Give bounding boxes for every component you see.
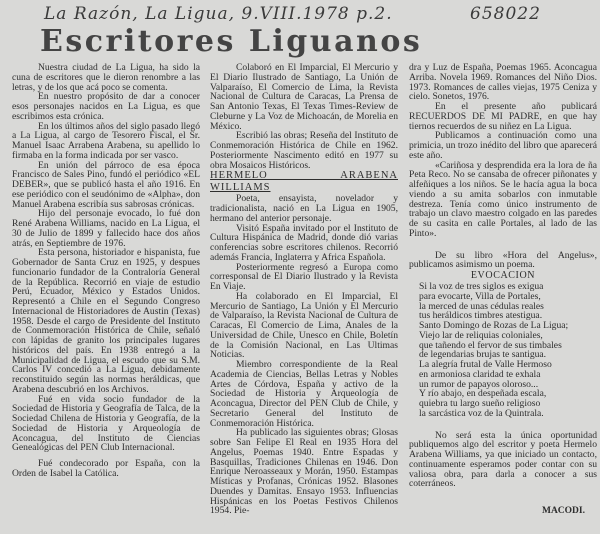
paragraph: Ha publicado las siguientes obras; Glosas sobre San Felipe El Real en 1935 Hora del Angelus, Poemas 1940. Entre Espadas y Basquillas, Tradiciones Chilenas en 1946. Don Enrique Neroasseaux y Morán, 1950. Estampas Místicas y Profanas, Crónicas 1952. Blasones Duendes y Damitas. Ensayo 1953. Influencias Hispánicas en los Poetas Festivos Chilenos 1954. Pie- xyxy=(210,427,398,517)
paragraph: Escribió las obras; Reseña del Instituto de Conmemoración Histórica de Chile en 1962. Posteriormente Nascimento editó en 1977 su obra Mosaicos Históricos. xyxy=(210,130,398,171)
author-signature: MACODI. xyxy=(541,506,585,516)
paragraph: Esta persona, historiador e hispanista, fue Gobernador de Santa Cruz en 1925, y despues funcionario fundador de la Contraloría General de la República. Recorrió en viaje de estudio Perú, Ecuador, México y Estados Unidos. Representó a Chile en el Segundo Congreso Internacional de Historiadores de Austin (Texas) 1958. Desde el cargo de Presidente del Instituto de Conmemoración Histórica de Chile, señaló con lápidas de granito los principales lugares históricos del país. En 1938 entregó a la Municipalidad de Ligua, el escudo que su S.M. Carlos IV concedió a La Ligua, debidamente reconstituido según las normas heráldicas, que Arabena descubrió en los Archivos. xyxy=(12,247,200,395)
poem-line: en armoniosa claridad te exhala xyxy=(419,368,541,380)
poem-line: para evocarte, Villa de Portales, xyxy=(419,290,541,302)
paragraph: Fué condecorado por España, con la Orden de Isabel la Católica. xyxy=(12,458,200,479)
poem-line: que tañendo el fervor de sus timbales xyxy=(419,339,562,351)
section-subheading: HERMELO ARABENA WILLIAMS xyxy=(210,170,398,194)
paragraph: Publicamos a continuación como una primicia, un trozo inédito del libro que aparecerá este año. xyxy=(409,130,597,161)
closing-paragraph: No será esta la única oportunidad publiquemos algo del escritor y poeta Hermelo Arabena Williams, ya que iniciado un contacto, continuamente esperamos poder contar con su valiosa obra, para darla a conocer a sus coterráneos. xyxy=(409,429,597,490)
poem-line: un rumor de papayos oloroso... xyxy=(419,378,539,390)
paragraph: En unión del párroco de esa época Francisco de Sales Pino, fundó el periódico «EL DEBER», que se publicó hasta el año 1916. En ese periódico con el seudónimo de «Alpha», don Manuel Arabena escribía sus sabrosas crónicas. xyxy=(12,159,200,210)
paragraph: Miembro correspondiente de la Real Academia de Ciencias, Bellas Letras y Nobles Artes de Córdova, España y activo de la Sociedad de Historia y Arqueología de Aconcagua, Director del PEN Club de Chile, y Secretario General del Instituto de Conmemoración Histórica. xyxy=(210,359,398,429)
article-column-3 xyxy=(409,63,597,517)
paragraph: Fué en vida socio fundador de la Sociedad de Historia y Geografía de Talca, de la Sociedad Chilena de Historia y Geografía, de la Sociedad de Historia y Arqueología de Aconcagua, del Instituto de Ciencias Genealógicas del PEN Club Internacional. xyxy=(12,393,200,454)
paragraph: De su libro «Hora del Angelus», publicamos asimismo un poema. xyxy=(409,249,597,271)
poem-line: Viejo lar de reliquias coloniales, xyxy=(419,329,543,341)
article-column-2 xyxy=(210,63,398,516)
paragraph: Colaboró en El Imparcial, El Mercurio y El Diario Ilustrado de Santiago, La Unión de Valparaíso, El Comercio de Lima, la Revista Nacional de Cultura de Caracas, La Prensa de San Antonio Texas, El Texas Times-Review de Cleburne y La Voz de Michoacán, de Morelia en México. xyxy=(210,62,398,132)
paragraph: Visitó España invitado por el Instituto de Cultura Hispánica de Madrid, donde dió varias conferencias sobre escritores chilenos. Recorrió además Francia, Inglaterra y Africa Española. xyxy=(210,222,398,263)
paragraph: En el presente año publicará RECUERDOS DE MI PADRE, en que hay tiernos recuerdos de su niñez en La Ligua. xyxy=(409,101,597,132)
poem-line: la merced de unas cédulas reales xyxy=(419,300,544,312)
paragraph: Nuestra ciudad de La Ligua, ha sido la cuna de escritores que le dieron renombre a las letras, y de los que acá poco se comenta. xyxy=(12,62,200,93)
paragraph: En nuestro propósito de dar a conocer esos personajes nacidos en La Ligua, es que escribimos esta crónica. xyxy=(12,91,200,122)
poem-line: La alegría frutal de Valle Hermoso xyxy=(419,359,552,370)
paragraph: dra y Luz de España, Poemas 1965. Aconcagua Arriba. Novela 1969. Romances del Niño Dios. 1973. Romances de calles viejas, 1975 Ceniza y cielo. Sonetos, 1976. xyxy=(409,62,597,103)
poem-line: Si la voz de tres siglos es exigua xyxy=(419,281,544,292)
article-column-1 xyxy=(12,63,200,479)
quoted-excerpt: «Cariñosa y desprendida era la lora de ña Peta Reco. No se cansaba de ofrecer piñonates y alfeñiques a los niños. Se le hacía agua la boca viendo a su amita sobarlos con inmutable destreza. Tenía como único instrumento de trabajo un clavo maestro colgado en las paredes de su casita en calle Portales, al lado de las Pinto». xyxy=(409,159,597,239)
poem xyxy=(419,282,597,419)
paragraph: Poeta, ensayista, novelador y tradicionalista, nació en La Ligua en 1905, hermano del anterior personaje. xyxy=(210,193,398,224)
poem-line: tus heráldicos timbres atestigua. xyxy=(419,310,543,322)
poem-line: quiebra tu largo sueño religioso xyxy=(419,398,541,409)
poem-line: Santo Domingo de Rozas de La Ligua; xyxy=(419,320,569,331)
paragraph: Posteriormente regresó a Europa como corresponsal de El Diario Ilustrado y la Revista En Viaje. xyxy=(210,261,398,292)
article-title: Escritores Liguanos xyxy=(40,24,423,59)
paragraph: Ha colaborado en El Imparcial, El Mercurio de Santiago, La Unión y El Mercurio de Valparaíso, la Revista Nacional de Cultura de Caracas, El Comercio de Lima, Anales de la Universidad de Chile, Unesco en Chile, Boletín de la Comisión Nacional, en Las Ultimas Noticias. xyxy=(210,290,398,361)
paragraph: Hijo del personaje evocado, lo fué don René Arabena Williams, nacido en La Ligua, el 30 de Julio de 1899 y fallecido hace dos años atrás, en Septiembre de 1976. xyxy=(12,208,200,249)
poem-title: EVOCACION xyxy=(470,270,536,281)
paragraph: En los últimos años del siglo pasado llegó a La Ligua, al cargo de Tesorero Fiscal, el Sr. Manuel Isaac Arrabena Arabena, su apellido lo firmaba en la forma indicada por ser vasco. xyxy=(12,120,200,161)
poem-line: de legendarias brujas te santigua. xyxy=(419,349,547,361)
handwritten-catalog-number: 658022 xyxy=(470,4,541,24)
poem-line: la sarcástica voz de la Quintrala. xyxy=(419,407,544,419)
poem-line: Y río abajo, en despeñada escala, xyxy=(419,388,547,400)
handwritten-source-note: La Razón, La Ligua, 9.VIII.1978 p.2. xyxy=(44,4,393,24)
